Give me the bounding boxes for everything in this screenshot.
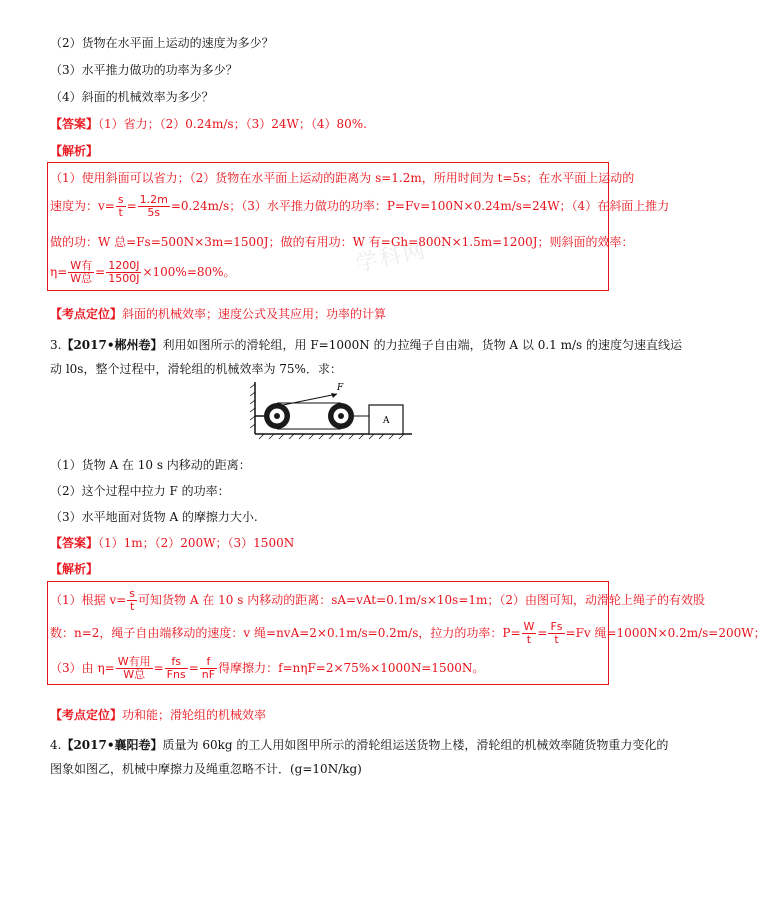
question-line	[50, 337, 682, 353]
analysis-line	[50, 194, 669, 219]
equals: =	[126, 199, 137, 213]
question-line: （1）货物 A 在 10 s 内移动的距离：	[50, 458, 251, 472]
fraction-num: W有用	[117, 655, 151, 668]
fraction-den: 5s	[147, 206, 161, 219]
fraction-num: W有	[70, 259, 93, 272]
fraction	[106, 260, 141, 285]
watermark: 学科网	[353, 237, 430, 278]
keypoint-line	[50, 306, 386, 322]
question-text: 利用如图所示的滑轮组，用 F=1000N 的力拉绳子自由端，货物 A 以 0.1 m/s 的速度匀速直线运	[162, 338, 682, 352]
fraction-num: Fs	[550, 620, 563, 633]
fraction	[116, 194, 126, 219]
analysis-line	[50, 656, 484, 681]
fraction-num: 1.2m	[139, 193, 168, 206]
question-text: 质量为 60kg 的工人用如图甲所示的滑轮组运送货物上楼，滑轮组的机械效率随货物重力变化的	[162, 738, 669, 752]
question-line: （4）斜面的机械效率为多少？	[50, 90, 214, 104]
keypoint-line	[50, 707, 266, 723]
question-line: （2）货物在水平面上运动的速度为多少？	[50, 36, 274, 50]
question-line: 动 l0s，整个过程中，滑轮组的机械效率为 75%．求：	[50, 362, 342, 376]
analysis-line: 做的功：W 总=Fs=500N×3m=1500J；做的有用功：W 有=Gh=800N×1.5m=1200J；则斜面的效率：	[50, 235, 634, 249]
question-source: 【2017•郴州卷】	[61, 338, 163, 352]
analysis-text: η=	[50, 265, 68, 279]
fraction	[127, 588, 137, 613]
question-source: 【2017•襄阳卷】	[61, 738, 163, 752]
fraction-den: t	[526, 633, 532, 646]
analysis-text: ×100%=80%。	[142, 265, 236, 279]
pulley-figure	[247, 378, 417, 440]
fraction-num: W	[523, 620, 535, 633]
block-label: A	[383, 416, 390, 426]
keypoint-text: 斜面的机械效率；速度公式及其应用；功率的计算	[122, 307, 387, 321]
analysis-text: =Fv 绳=1000N×0.2m/s=200W；	[565, 626, 766, 640]
analysis-line: （1）使用斜面可以省力；（2）货物在水平面上运动的距离为 s=1.2m，所用时间为 t=5s；在水平面上运动的	[50, 171, 635, 185]
question-line: （3）水平地面对货物 A 的摩擦力大小.	[50, 510, 258, 524]
fraction-den: nF	[201, 668, 216, 681]
fraction-num: s	[129, 587, 136, 600]
fraction	[68, 260, 94, 285]
answer-line	[50, 116, 367, 132]
answer-tag: 【答案】	[50, 536, 99, 550]
fraction-num: fs	[165, 656, 188, 669]
fraction	[116, 656, 153, 681]
fraction-den: W总	[123, 668, 146, 681]
force-label: F	[337, 383, 344, 393]
equals: =	[537, 626, 548, 640]
equals: =	[188, 661, 199, 675]
fraction-den: t	[130, 600, 135, 613]
analysis-text: （3）由 η=	[50, 661, 115, 675]
fraction-num: 1200J	[108, 259, 140, 272]
fraction-num: s	[117, 193, 124, 206]
fraction	[548, 621, 564, 646]
keypoint-tag: 【考点定位】	[50, 708, 123, 722]
fraction-den: 1500J	[108, 272, 140, 285]
fraction	[138, 194, 170, 219]
analysis-tag: 【解析】	[50, 562, 99, 576]
fraction-den: t	[118, 206, 123, 219]
analysis-text: =0.24m/s；（3）水平推力做功的功率：P=Fv=100N×0.24m/s=24W；（4）在斜面上推力	[170, 199, 670, 213]
answer-text: （1）1m；（2）200W；（3）1500N	[98, 536, 295, 550]
equals: =	[95, 265, 106, 279]
analysis-text: （1）根据 v=	[50, 593, 127, 607]
fraction-den: W总	[70, 272, 93, 285]
analysis-line	[50, 621, 766, 646]
fraction-den: Fns	[166, 668, 186, 681]
question-line: 图象如图乙，机械中摩擦力及绳重忽略不计．(g=10N/kg)	[50, 762, 362, 776]
fraction-den: t	[554, 633, 559, 646]
question-line: （3）水平推力做功的功率为多少？	[50, 63, 238, 77]
answer-text: （1）省力；（2）0.24m/s；（3）24W；（4）80%.	[98, 117, 367, 131]
equals: =	[153, 661, 164, 675]
question-line: （2）这个过程中拉力 F 的功率：	[50, 484, 230, 498]
question-line	[50, 737, 668, 753]
answer-tag: 【答案】	[50, 117, 99, 131]
analysis-text: 速度为：v=	[50, 199, 115, 213]
answer-line	[50, 535, 294, 551]
analysis-line	[50, 588, 705, 613]
analysis-line	[50, 260, 236, 285]
fraction-num: f	[200, 656, 217, 669]
fraction	[522, 621, 537, 646]
analysis-text: 可知货物 A 在 10 s 内移动的距离：sA=vAt=0.1m/s×10s=1m；（2）由图可知，动滑轮上绳子的有效股	[138, 593, 706, 607]
fraction	[200, 656, 217, 681]
fraction	[165, 656, 188, 681]
analysis-text: 数：n=2，绳子自由端移动的速度：v 绳=nvA=2×0.1m/s=0.2m/s，拉力的功率：P=	[50, 626, 521, 640]
question-number: 3.	[50, 338, 62, 352]
keypoint-tag: 【考点定位】	[50, 307, 123, 321]
keypoint-text: 功和能；滑轮组的机械效率	[122, 708, 267, 722]
analysis-text: 得摩擦力：f=nηF=2×75%×1000N=1500N。	[218, 661, 485, 675]
question-number: 4.	[50, 738, 62, 752]
analysis-tag: 【解析】	[50, 144, 99, 158]
